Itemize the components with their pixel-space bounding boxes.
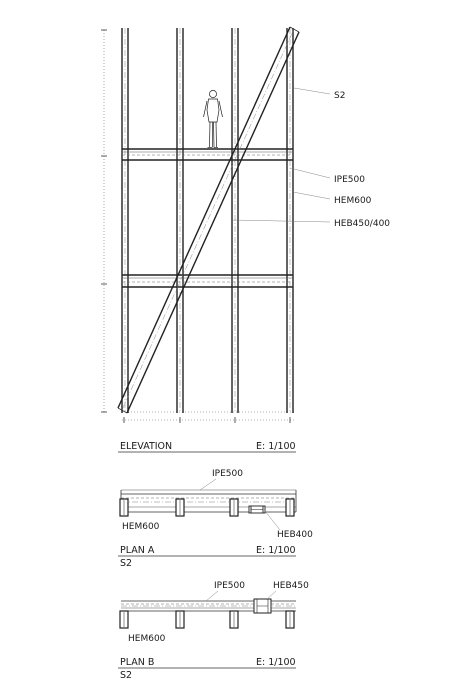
plan-a-title: PLAN A bbox=[120, 545, 155, 556]
plan-a-label-heb400: HEB400 bbox=[277, 530, 313, 540]
plan-b-columns bbox=[120, 611, 294, 628]
plan-a-leaders bbox=[200, 479, 280, 530]
elevation-scale: E: 1/100 bbox=[256, 441, 296, 452]
label-ipe500: IPE500 bbox=[334, 175, 365, 185]
plan-b-label-heb450: HEB450 bbox=[273, 581, 309, 591]
column-4 bbox=[287, 28, 293, 413]
label-hem600: HEM600 bbox=[334, 196, 372, 206]
plan-a-view bbox=[118, 469, 313, 569]
plan-a-subtitle: S2 bbox=[120, 558, 133, 569]
plan-a-columns bbox=[120, 499, 294, 516]
elevation-bottom-dimension bbox=[122, 412, 294, 423]
plan-b-title: PLAN B bbox=[120, 657, 155, 668]
label-heb450-400: HEB450/400 bbox=[334, 219, 391, 229]
column-1 bbox=[122, 28, 128, 413]
plan-b-view bbox=[118, 581, 309, 681]
plan-a-scale: E: 1/100 bbox=[256, 545, 296, 556]
plan-a-label-ipe500: IPE500 bbox=[212, 469, 243, 479]
plan-a-beam bbox=[121, 490, 296, 512]
plan-b-subtitle: S2 bbox=[120, 670, 133, 681]
elevation-left-dimension bbox=[101, 30, 107, 412]
beam-level-upper bbox=[122, 149, 293, 160]
label-s2: S2 bbox=[334, 91, 346, 101]
plan-a-brace-section bbox=[249, 506, 265, 513]
elevation-view bbox=[101, 27, 390, 452]
plan-a-label-hem600: HEM600 bbox=[122, 522, 160, 532]
elevation-diagonal-brace bbox=[118, 27, 299, 413]
plan-b-label-hem600: HEM600 bbox=[128, 634, 166, 644]
column-3 bbox=[232, 28, 238, 413]
plan-b-scale: E: 1/100 bbox=[256, 657, 296, 668]
plan-b-title-block bbox=[118, 657, 296, 681]
beam-level-lower bbox=[122, 275, 293, 287]
plan-b-label-ipe500: IPE500 bbox=[214, 581, 245, 591]
elevation-leaders bbox=[232, 88, 330, 222]
elevation-title-block bbox=[118, 441, 296, 452]
person-scale-figure bbox=[204, 90, 223, 147]
elevation-beams bbox=[122, 149, 293, 287]
column-2 bbox=[177, 28, 183, 413]
elevation-title: ELEVATION bbox=[120, 441, 173, 452]
plan-b-brace-section bbox=[254, 599, 271, 613]
plan-a-title-block bbox=[118, 545, 296, 569]
